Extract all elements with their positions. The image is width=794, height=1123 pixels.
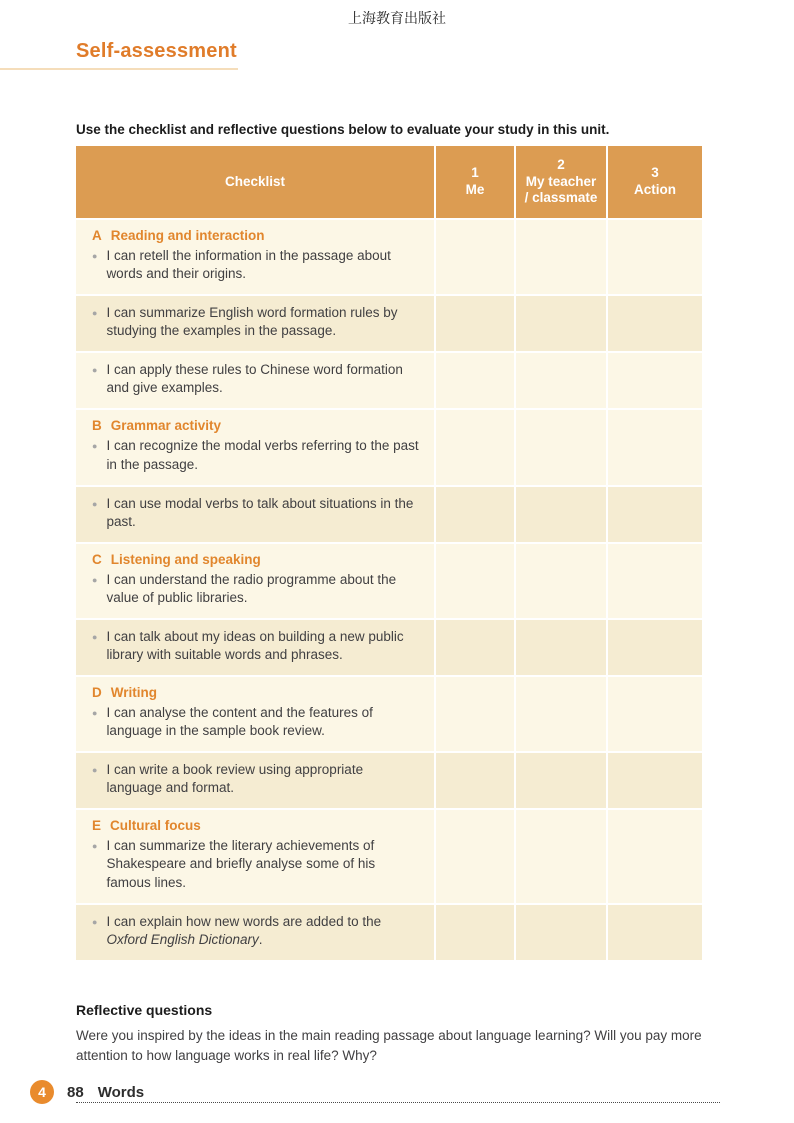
action-cell [608,487,702,542]
unit-title: Words [97,1083,145,1101]
checklist-item [92,913,420,949]
self-assessment-table [76,146,702,960]
checklist-cell [76,487,434,542]
checklist-item [92,361,420,397]
me-cell [436,905,514,960]
section-title [92,818,420,833]
item-text-italic: Oxford English Dictionary [106,931,259,947]
section-letter: E [92,818,102,834]
bullet-icon: ● [92,498,98,509]
table-row [76,410,702,484]
header-me [436,146,514,218]
table-row [76,353,702,408]
teacher-cell [516,410,606,484]
me-cell [436,753,514,808]
me-cell [436,810,514,902]
section-name: Grammar activity [110,418,222,434]
table-row [76,487,702,542]
checklist-item [92,247,420,283]
action-cell [608,296,702,351]
item-text-plain: I can explain how new words are added to the [106,913,382,929]
section-title [92,685,420,700]
section-title [92,418,420,433]
section-letter: C [92,551,102,567]
action-cell [608,220,702,294]
action-cell [608,810,702,902]
checklist-cell [76,220,434,294]
teacher-cell [516,677,606,751]
table-row [76,753,702,808]
section-name: Cultural focus [110,818,201,834]
me-cell [436,410,514,484]
bullet-icon: ● [92,631,98,642]
teacher-cell [516,220,606,294]
reflective-questions-text: Were you inspired by the ideas in the main reading passage about language learning? Will you pay more attention to how language works in real life? Why? [76,1027,702,1064]
instruction-text: Use the checklist and reflective questions below to evaluate your study in this unit. [76,122,610,137]
item-text: I can understand the radio programme about the value of public libraries. [106,571,397,605]
table-header-row [76,146,702,218]
bullet-icon: ● [92,365,98,376]
item-text-suffix: . [258,931,263,947]
item-text: I can analyse the content and the features of language in the sample book review. [106,705,373,739]
action-cell [608,753,702,808]
teacher-cell [516,810,606,902]
table-row [76,620,702,675]
header-checklist-label: Checklist [224,173,286,189]
reflective-questions-title: Reflective questions [76,1001,213,1018]
action-cell [608,410,702,484]
item-text: I can recognize the modal verbs referring to the past in the passage. [106,438,419,472]
action-cell [608,544,702,618]
header-action-label: Action [634,182,676,197]
item-text: I can summarize the literary achievements of Shakespeare and briefly analyse some of his famous lines. [106,838,376,890]
bullet-icon: ● [92,308,98,319]
publisher-name: 上海教育出版社 [348,11,446,27]
checklist-item [92,437,420,473]
header-teacher-label: My teacher / classmate [524,173,598,206]
me-cell [436,487,514,542]
bullet-icon: ● [92,841,98,852]
item-text: I can retell the information in the passage about words and their origins. [106,248,391,282]
checklist-cell [76,353,434,408]
answer-dotted-line [76,1102,720,1103]
section-letter: A [92,228,102,243]
bullet-icon: ● [92,708,98,719]
teacher-cell [516,620,606,675]
teacher-cell [516,296,606,351]
item-text: I can talk about my ideas on building a new public library with suitable words and phrases. [106,628,404,663]
bullet-icon: ● [92,574,98,585]
checklist-item [92,571,420,607]
checklist-cell [76,544,434,618]
section-title [92,552,420,567]
me-cell [436,220,514,294]
table-row [76,220,702,294]
checklist-cell [76,677,434,751]
checklist-cell [76,753,434,808]
section-title [92,228,420,243]
action-cell [608,677,702,751]
table-row [76,905,702,960]
action-cell [608,353,702,408]
page-footer [30,1080,144,1104]
item-text: I can apply these rules to Chinese word formation and give examples. [106,362,403,396]
section-letter: D [92,685,102,701]
page-title: Self-assessment [76,40,237,62]
teacher-cell [516,353,606,408]
me-cell [436,620,514,675]
bullet-icon: ● [92,251,98,261]
item-text: I can use modal verbs to talk about situations in the past. [106,495,414,529]
section-name: Reading and interaction [110,228,265,243]
checklist-cell [76,296,434,351]
checklist-item [92,837,420,891]
header-action-number: 3 [651,165,659,181]
table-row [76,810,702,902]
checklist-item [92,304,420,340]
teacher-cell [516,487,606,542]
header-action [608,146,702,218]
bullet-icon: ● [92,441,98,452]
checklist-item [92,628,420,664]
unit-number-badge: 4 [30,1080,54,1104]
bullet-icon: ● [92,765,98,776]
bullet-icon: ● [92,916,98,927]
action-cell [608,905,702,960]
table-row [76,677,702,751]
section-name: Listening and speaking [110,551,261,567]
header-teacher-classmate [516,146,606,218]
checklist-item [92,495,420,531]
table-row [76,544,702,618]
header-checklist [76,146,434,218]
header-me-label: Me [465,182,485,197]
teacher-cell [516,753,606,808]
checklist-cell [76,620,434,675]
checklist-cell [76,810,434,902]
me-cell [436,544,514,618]
teacher-cell [516,905,606,960]
teacher-cell [516,544,606,618]
me-cell [436,296,514,351]
action-cell [608,620,702,675]
me-cell [436,677,514,751]
item-text [106,913,420,949]
header-teacher-number: 2 [557,156,565,172]
header-me-number: 1 [471,165,479,181]
page-number: 88 [67,1083,84,1101]
section-letter: B [92,418,102,434]
item-text: I can write a book review using appropriate language and format. [106,762,364,796]
checklist-cell [76,905,434,960]
checklist-item [92,704,420,740]
checklist-cell [76,410,434,484]
table-row [76,296,702,351]
section-name: Writing [110,685,157,701]
item-text: I can summarize English word formation rules by studying the examples in the passage. [106,305,398,339]
title-underline [0,40,238,70]
me-cell [436,353,514,408]
checklist-item [92,761,420,797]
